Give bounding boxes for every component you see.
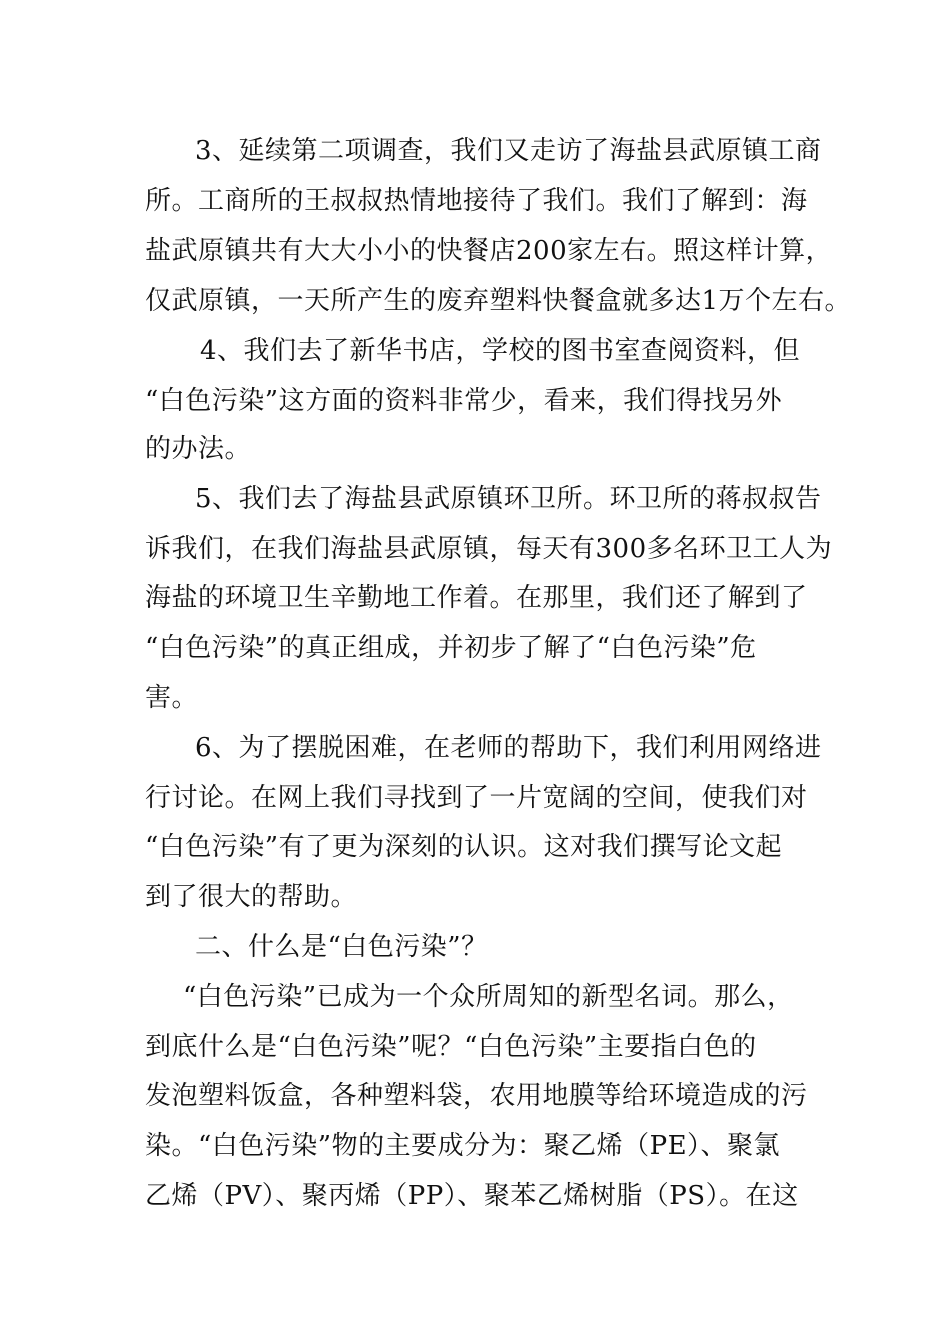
text-line: 诉我们，在我们海盐县武原镇，每天有300多名环卫工人为 xyxy=(145,534,833,564)
text-line: 6、为了摆脱困难，在老师的帮助下，我们利用网络进 xyxy=(195,733,822,763)
text-line: “白色污染”的真正组成，并初步了解了“白色污染”危 xyxy=(145,633,757,663)
text-line: 仅武原镇，一天所产生的废弃塑料快餐盒就多达1万个左右。 xyxy=(145,286,852,316)
text-line: 海盐的环境卫生辛勤地工作着。在那里，我们还了解到了 xyxy=(145,583,808,613)
text-line: 盐武原镇共有大大小小的快餐店200家左右。照这样计算， xyxy=(145,236,833,266)
text-line: “白色污染”已成为一个众所周知的新型名词。那么， xyxy=(183,982,794,1012)
text-line: 染。“白色污染”物的主要成分为：聚乙烯（PE）、聚氯 xyxy=(145,1131,781,1161)
text-line: 乙烯（PV）、聚丙烯（PP）、聚苯乙烯树脂（PS）。在这 xyxy=(145,1181,799,1211)
text-line: 的办法。 xyxy=(145,434,252,464)
text-line: “白色污染”这方面的资料非常少，看来，我们得找另外 xyxy=(145,386,783,416)
text-line: 所。工商所的王叔叔热情地接待了我们。我们了解到：海 xyxy=(145,186,808,216)
text-line: 4、我们去了新华书店，学校的图书室查阅资料，但 xyxy=(200,336,801,366)
text-line: 害。 xyxy=(145,683,199,713)
section-heading: 二、什么是“白色污染”？ xyxy=(195,932,488,962)
text-line: “白色污染”有了更为深刻的认识。这对我们撰写论文起 xyxy=(145,832,783,862)
text-line: 5、我们去了海盐县武原镇环卫所。环卫所的蒋叔叔告 xyxy=(195,484,822,514)
text-line: 3、延续第二项调查，我们又走访了海盐县武原镇工商 xyxy=(195,136,822,166)
text-line: 到了很大的帮助。 xyxy=(145,882,358,912)
text-line: 发泡塑料饭盒，各种塑料袋，农用地膜等给环境造成的污 xyxy=(145,1081,808,1111)
text-line: 行讨论。在网上我们寻找到了一片宽阔的空间，使我们对 xyxy=(145,783,808,813)
text-line: 到底什么是“白色污染”呢？“白色污染”主要指白色的 xyxy=(145,1032,757,1062)
